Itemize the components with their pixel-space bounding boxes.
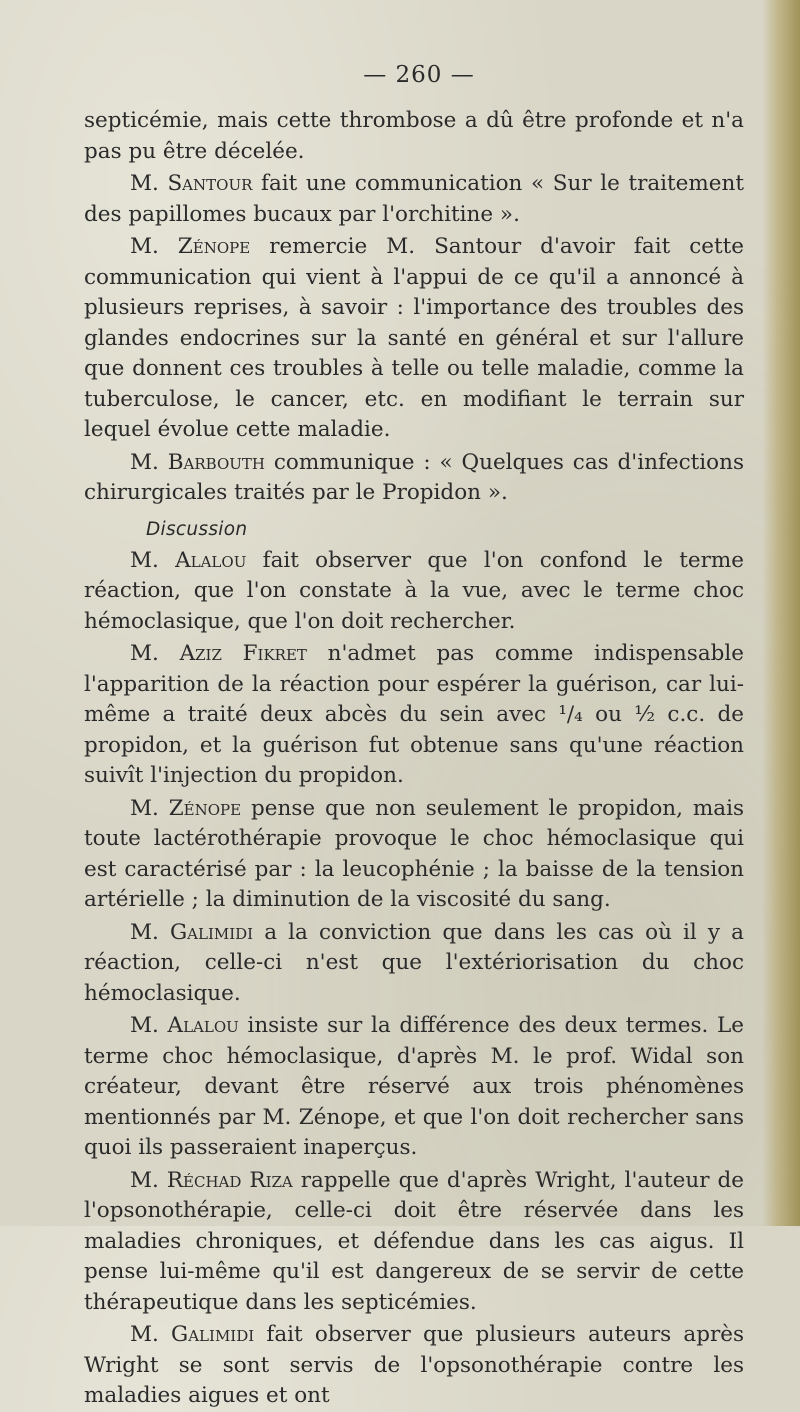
paragraph [84, 1011, 744, 1164]
speaker-name: M. Galimidi [130, 919, 254, 945]
speaker-name: M. Alalou [130, 547, 247, 573]
speaker-name: M. Galimidi [130, 1322, 255, 1347]
paragraph [84, 1166, 744, 1319]
section-heading: Discussion [146, 518, 248, 540]
speaker-name: M. Zénope [130, 234, 251, 259]
paragraph-text: remercie M. Santour d'avoir fait cette communication qui vient à l'appui de ce qu'il a annoncé à plusieurs reprises, à savoir : l'importance des troubles des glandes endocrines sur la santé en général et sur l'allure que donnent ces troubles à telle ou telle maladie, comme la tuberculose, le cancer, etc. en modifiant le terrain sur lequel évolue cette maladie. [84, 234, 744, 442]
paragraph-text: rappelle que d'après Wright, l'auteur de l'opsonothérapie, celle-ci doit être réservée dans les maladies chroniques, et défendue dans les cas aigus. Il pense lui-même qu'il est dangereux de se servir de cette thérapeutique dans les septicémies. [84, 1167, 744, 1315]
paragraphs-before [84, 106, 744, 509]
paragraphs-after [84, 546, 744, 1412]
paragraph [84, 639, 744, 792]
paragraph [84, 232, 744, 446]
paragraph-text: fait observer que plusieurs auteurs après Wright se sont servis de l'opsonothérapie contre les maladies aigues et ont [84, 1322, 744, 1408]
speaker-name: M. Aziz Fikret [130, 641, 307, 666]
speaker-name: M. Barbouth [130, 449, 265, 475]
paragraph [84, 918, 744, 1010]
speaker-name: M. Santour [130, 171, 253, 196]
page-edge-shadow [762, 0, 800, 1226]
paragraph [84, 448, 744, 509]
paragraph-text: fait observer que l'on confond le terme réaction, que l'on constate à la vue, avec le terme choc hémoclasique, que l'on doit rechercher. [84, 547, 744, 634]
paragraph-text: pense que non seulement le propidon, mais toute lactérothérapie provoque le choc hémoclasique qui est caractérisé par : la leucophénie ; la baisse de la tension artérielle ; la diminution de la viscosité du sang. [84, 795, 744, 912]
document-page [84, 62, 744, 1412]
paragraph-text: n'admet pas comme indispensable l'apparition de la réaction pour espérer la guérison, car lui-même a traité deux abcès du sein avec ¹/₄ ou ½ c.c. de propidon, et la guérison fut obtenue sans qu'une réaction suivît l'injection du propidon. [84, 641, 744, 788]
paragraph-text: a la conviction que dans les cas où il y a réaction, celle-ci n'est que l'extériorisation du choc hémoclasique. [84, 919, 744, 1006]
paragraph-text: insiste sur la différence des deux termes. Le terme choc hémoclasique, d'après M. le prof. Widal son créateur, devant être réservé aux trois phénomènes mentionnés par M. Zénope, et que l'on doit rechercher sans quoi ils passeraient inaperçus. [84, 1013, 745, 1160]
speaker-name: M. Alalou [130, 1013, 239, 1038]
speaker-name: M. Zénope [130, 795, 242, 821]
paragraph-text: septicémie, mais cette thrombose a dû être profonde et n'a pas pu être décelée. [84, 108, 744, 164]
paragraph-text: communique : « Quelques cas d'infections chirurgicales traités par le Propidon ». [84, 449, 745, 505]
paragraph [84, 1320, 744, 1412]
paragraph-text: fait une communication « Sur le traitement des papillomes bucaux par l'orchitine ». [84, 171, 745, 227]
paragraph [84, 546, 744, 638]
page-number: — 260 — [363, 62, 475, 88]
speaker-name: M. Réchad Riza [130, 1167, 293, 1193]
paragraph [84, 169, 744, 230]
paragraph [84, 794, 744, 916]
paragraph [84, 106, 744, 167]
